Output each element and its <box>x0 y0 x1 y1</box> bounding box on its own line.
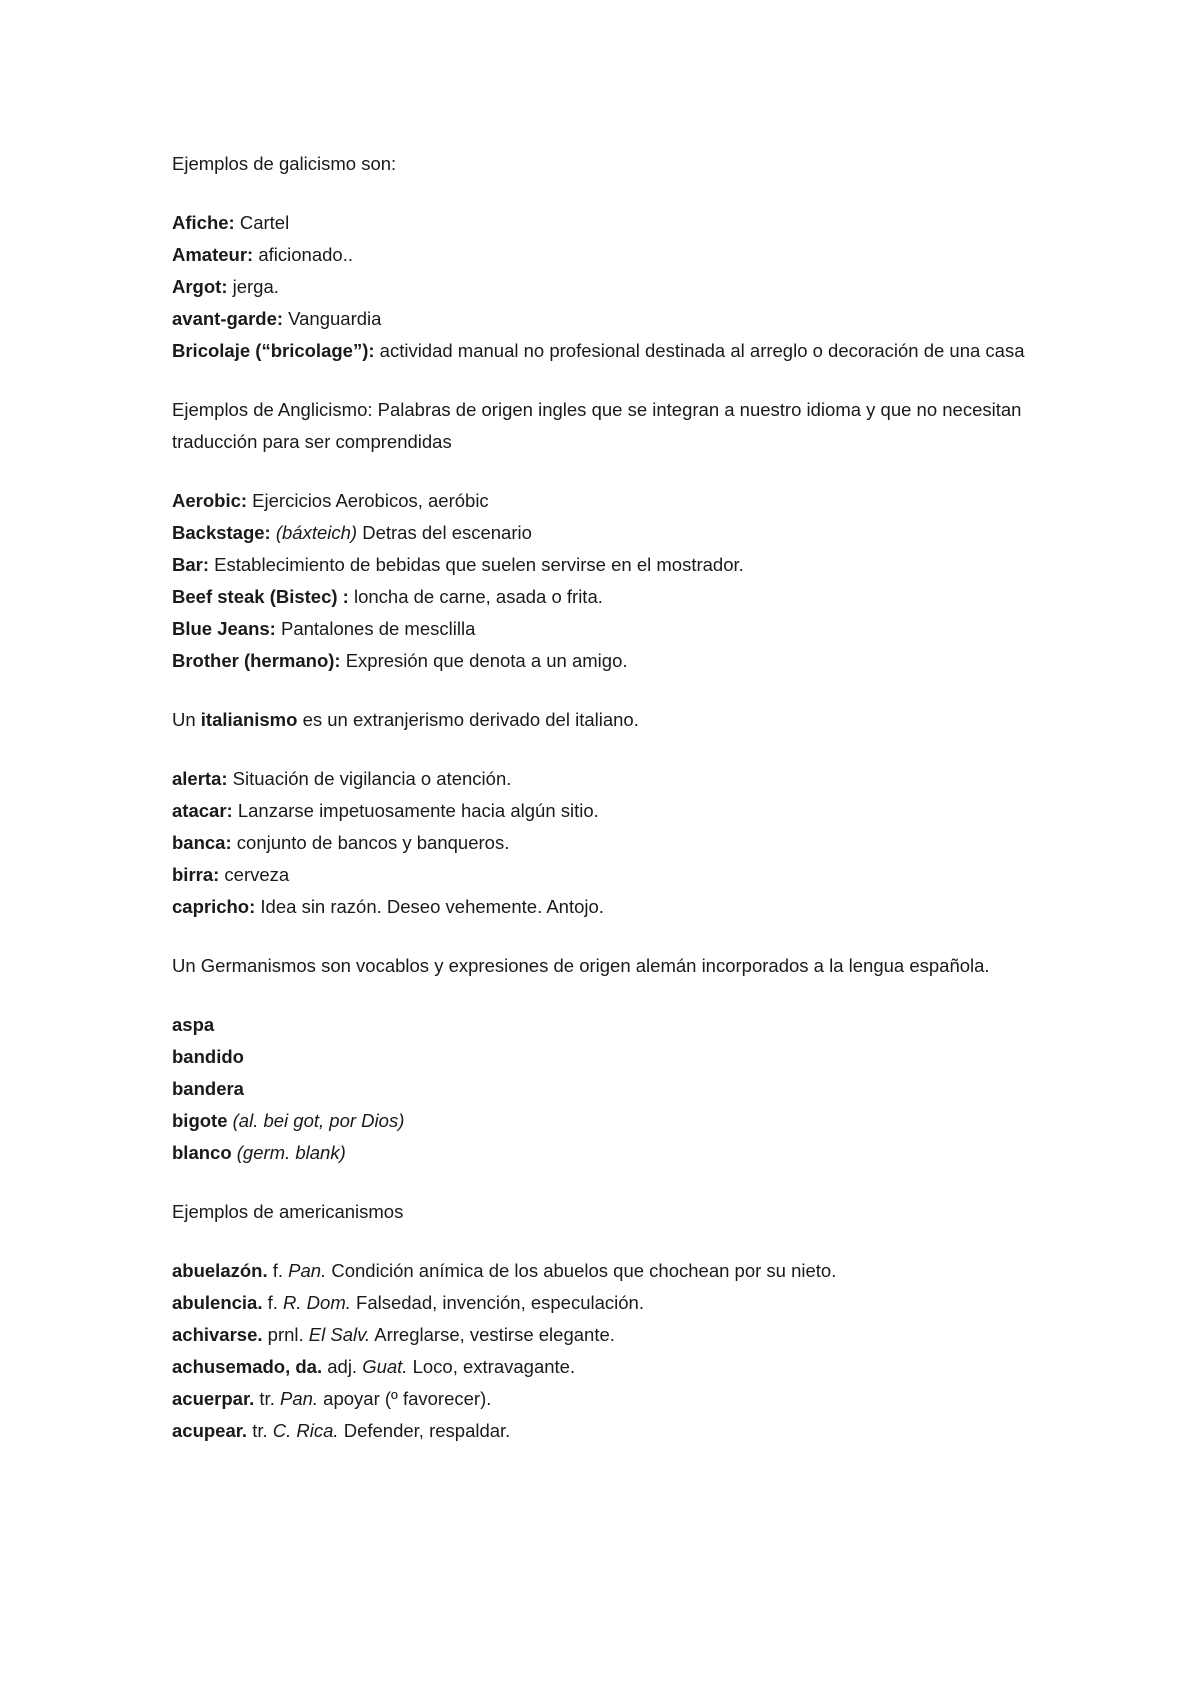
galicismo-entry: avant-garde: Vanguardia <box>172 308 382 329</box>
italianismo-entry: banca: conjunto de bancos y banqueros. <box>172 832 510 853</box>
galicismo-intro: Ejemplos de galicismo son: <box>172 153 397 174</box>
anglicismo-entry: Bar: Establecimiento de bebidas que suelen servirse en el mostrador. <box>172 554 744 575</box>
americanismo-entry: acuerpar. tr. Pan. apoyar (º favorecer). <box>172 1388 492 1409</box>
americanismo-entry: achusemado, da. adj. Guat. Loco, extravagante. <box>172 1356 576 1377</box>
anglicismo-entry: Aerobic: Ejercicios Aerobicos, aeróbic <box>172 490 489 511</box>
galicismo-entry: Amateur: aficionado.. <box>172 244 353 265</box>
germanismo-entry: bandera <box>172 1078 244 1099</box>
anglicismo-intro: Ejemplos de Anglicismo: Palabras de origen ingles que se integran a nuestro idioma y que no necesitan traducción para ser comprendidas <box>172 399 1022 452</box>
germanismo-entry: aspa <box>172 1014 215 1035</box>
italianismo-entry: atacar: Lanzarse impetuosamente hacia algún sitio. <box>172 800 599 821</box>
anglicismo-entry: Brother (hermano): Expresión que denota a un amigo. <box>172 650 628 671</box>
americanismo-entry: acupear. tr. C. Rica. Defender, respaldar. <box>172 1420 511 1441</box>
anglicismo-entry: Blue Jeans: Pantalones de mesclilla <box>172 618 476 639</box>
galicismo-entry: Bricolaje (“bricolage”): actividad manual no profesional destinada al arreglo o decoración de una casa <box>172 340 1025 361</box>
italianismo-intro: Un italianismo es un extranjerismo derivado del italiano. <box>172 709 639 730</box>
italianismo-entry: birra: cerveza <box>172 864 290 885</box>
germanismo-entry: bandido <box>172 1046 244 1067</box>
americanismo-entry: achivarse. prnl. El Salv. Arreglarse, vestirse elegante. <box>172 1324 615 1345</box>
galicismo-entry: Argot: jerga. <box>172 276 279 297</box>
germanismo-entry: bigote (al. bei got, por Dios) <box>172 1110 405 1131</box>
americanismo-entry: abulencia. f. R. Dom. Falsedad, invención, especulación. <box>172 1292 644 1313</box>
italianismo-entry: alerta: Situación de vigilancia o atención. <box>172 768 512 789</box>
document-page <box>172 148 1052 1447</box>
anglicismo-entry: Backstage: (báxteich) Detras del escenario <box>172 522 532 543</box>
italianismo-entry: capricho: Idea sin razón. Deseo vehemente. Antojo. <box>172 896 604 917</box>
galicismo-entry: Afiche: Cartel <box>172 212 290 233</box>
anglicismo-entry: Beef steak (Bistec) : loncha de carne, asada o frita. <box>172 586 603 607</box>
americanismo-intro: Ejemplos de americanismos <box>172 1201 404 1222</box>
germanismo-entry: blanco (germ. blank) <box>172 1142 346 1163</box>
americanismo-entry: abuelazón. f. Pan. Condición anímica de los abuelos que chochean por su nieto. <box>172 1260 837 1281</box>
germanismo-intro: Un Germanismos son vocablos y expresiones de origen alemán incorporados a la lengua española. <box>172 955 990 976</box>
